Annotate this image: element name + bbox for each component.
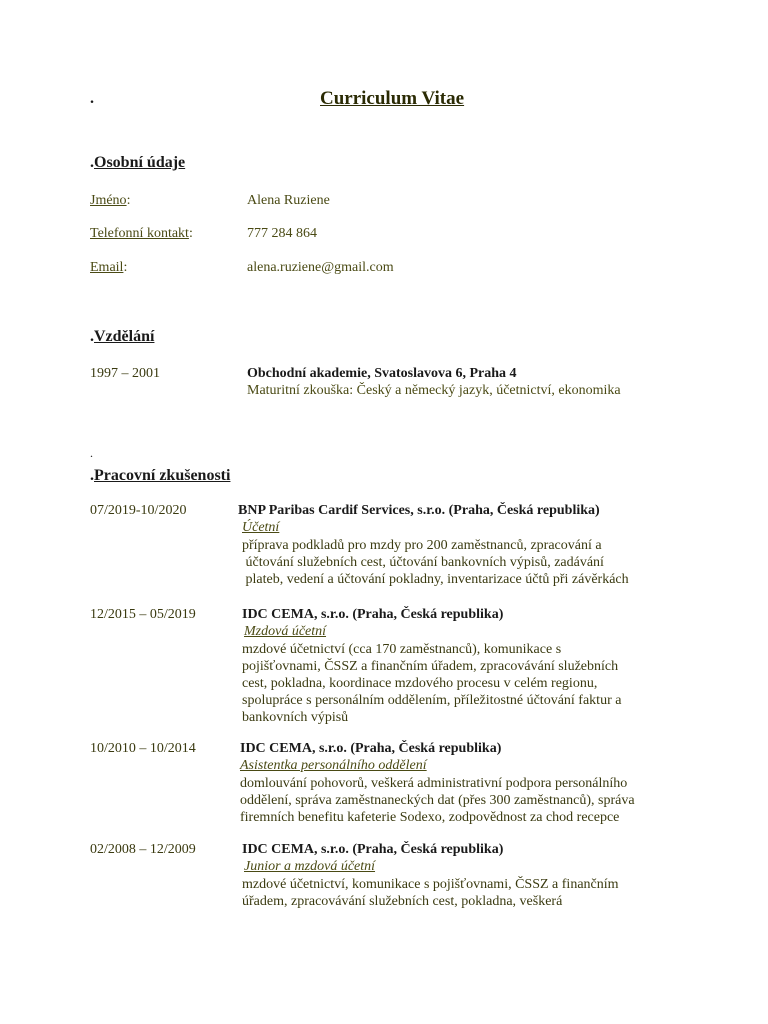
section-heading-experience	[90, 467, 230, 485]
job-role: Junior a mzdová účetní	[244, 859, 376, 874]
job-role: Mzdová účetní	[244, 624, 327, 639]
job-period: 02/2008 – 12/2009	[90, 842, 196, 857]
education-school: Obchodní akademie, Svatoslavova 6, Praha 4	[247, 366, 517, 381]
job-description-line: příprava podkladů pro mzdy pro 200 zaměstnanců, zpracování a	[242, 538, 602, 553]
job-description-line: mzdové účetnictví (cca 170 zaměstnanců), komunikace s	[242, 642, 562, 657]
job-company: BNP Paribas Cardif Services, s.r.o. (Praha, Česká republika)	[238, 503, 600, 518]
section-label: Pracovní zkušenosti	[94, 467, 231, 484]
field-label-email: Email:	[90, 260, 128, 275]
job-description	[240, 775, 635, 826]
education-note: Maturitní zkouška: Český a německý jazyk, účetnictví, ekonomika	[247, 383, 621, 398]
job-description-line: plateb, vedení a účtování pokladny, inventarizace účtů při závěrkách	[242, 572, 629, 587]
section-prefix: .	[90, 154, 94, 171]
job-description-line: spolupráce s personálním oddělením, příležitostné účtování faktur a	[242, 693, 622, 708]
section-label: Vzdělání	[94, 328, 155, 345]
section-prefix: .	[90, 467, 94, 484]
job-description-line: pojišťovnami, ČSSZ a finančním úřadem, zpracovávání služebních	[242, 659, 619, 674]
job-description-line: účtování služebních cest, účtování bankovních výpisů, zadávání	[242, 555, 604, 570]
section-heading-education	[90, 328, 154, 346]
field-value-email: alena.ruziene@gmail.com	[247, 260, 394, 275]
field-label-phone: Telefonní kontakt:	[90, 226, 193, 241]
job-description-line: cest, pokladna, koordinace mzdového procesu v celém regionu,	[242, 676, 598, 691]
field-value-phone: 777 284 864	[247, 226, 317, 241]
job-description-line: firemních benefitu kafeterie Sodexo, zodpovědnost za chod recepce	[240, 810, 620, 825]
job-period: 10/2010 – 10/2014	[90, 741, 196, 756]
job-role: Účetní	[242, 520, 280, 535]
job-company: IDC CEMA, s.r.o. (Praha, Česká republika)	[240, 741, 502, 756]
job-description-line: mzdové účetnictví, komunikace s pojišťovnami, ČSSZ a finančním	[242, 877, 619, 892]
job-description	[242, 876, 619, 910]
education-period: 1997 – 2001	[90, 366, 160, 381]
job-role: Asistentka personálního oddělení	[240, 758, 427, 773]
job-description	[242, 641, 621, 726]
job-description-line: bankovních výpisů	[242, 710, 349, 725]
stray-dot: .	[90, 446, 93, 460]
job-description-line: domlouvání pohovorů, veškerá administrativní podpora personálního	[240, 776, 628, 791]
job-company: IDC CEMA, s.r.o. (Praha, Česká republika)	[242, 842, 504, 857]
job-period: 12/2015 – 05/2019	[90, 607, 196, 622]
job-description-line: úřadem, zpracovávání služebních cest, pokladna, veškerá	[242, 894, 563, 909]
field-label-name: Jméno:	[90, 193, 131, 208]
field-value-name: Alena Ruziene	[247, 193, 330, 208]
job-description-line: oddělení, správa zaměstnaneckých dat (přes 300 zaměstnanců), správa	[240, 793, 635, 808]
header-bullet: .	[90, 90, 94, 107]
page-title: Curriculum Vitae	[320, 88, 465, 109]
section-label: Osobní údaje	[94, 154, 186, 171]
job-period: 07/2019-10/2020	[90, 503, 187, 518]
job-company: IDC CEMA, s.r.o. (Praha, Česká republika)	[242, 607, 504, 622]
section-prefix: .	[90, 328, 94, 345]
job-description	[242, 537, 629, 588]
section-heading-personal	[90, 154, 185, 172]
